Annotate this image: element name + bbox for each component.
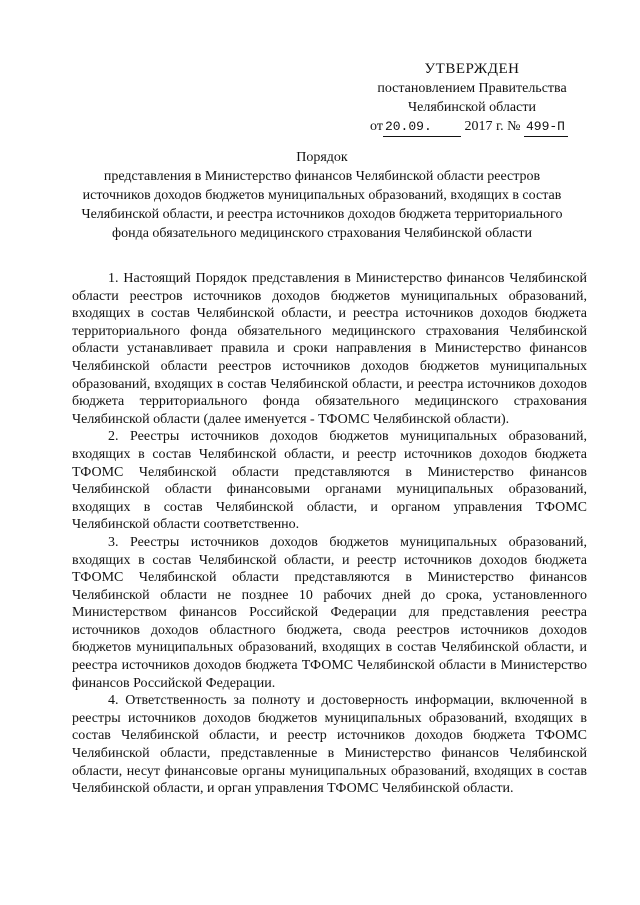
title-text: представления в Министерство финансов Челябинской области реестров источников доходов бюджетов муниципальных образований, входящих в состав Челябинской области, и реестра источников доходов бюджета территориального фонда обязательного медицинского страхования Челябинской области (81, 169, 563, 241)
paragraph-3: 3. Реестры источников доходов бюджетов муниципальных образований, входящих в состав Челябинской области, и реестр источников доходов бюджета ТФОМС Челябинской области представляются в Министерство финансов Челябинской области не позднее 10 рабочих дней до срока, установленного Министерством финансов Российской Федерации для представления реестра источников доходов областного бюджета, свода реестров источников доходов бюджетов муниципальных образований, входящих в состав Челябинской области, и реестра источников доходов бюджета ТФОМС Челябинской области в Министерство финансов Российской Федерации. (72, 534, 587, 691)
approval-number: 499-П (524, 117, 568, 137)
document-body (72, 270, 587, 798)
from-label: от (370, 119, 383, 134)
approval-dateline (352, 117, 592, 137)
approval-line-1: постановлением Правительства (377, 81, 567, 96)
paragraph-1: 1. Настоящий Порядок представления в Министерство финансов Челябинской области реестров источников доходов бюджетов муниципальных образований, входящих в состав Челябинской области, и реестра источников доходов бюджета территориального фонда обязательного медицинского страхования Челябинской области устанавливает правила и сроки направления в Министерство финансов Челябинской области реестров источников доходов бюджетов муниципальных образований, входящих в состав Челябинской области, и реестра источников доходов бюджета территориального фонда обязательного медицинского страхования Челябинской области (далее именуется - ТФОМС Челябинской области). (72, 271, 587, 427)
approved-heading: УТВЕРЖДЕН (424, 61, 520, 77)
document-title (72, 148, 572, 243)
paragraph-2: 2. Реестры источников доходов бюджетов муниципальных образований, входящих в состав Челябинской области, и реестр источников доходов бюджета ТФОМС Челябинской области представляются в Министерство финансов Челябинской области финансовыми органами муниципальных образований, входящих в состав Челябинской области, и органом управления ТФОМС Челябинской области соответственно. (72, 429, 587, 533)
title-heading: Порядок (296, 150, 348, 165)
approval-line-2: Челябинской области (408, 100, 536, 115)
year-number-label: 2017 г. № (464, 119, 521, 134)
approval-date: 20.09. (383, 117, 461, 137)
paragraph-4: 4. Ответственность за полноту и достоверность информации, включенной в реестры источников доходов бюджетов муниципальных образований, входящих в состав Челябинской области, и реестр источников доходов бюджета ТФОМС Челябинской области, представленные в Министерство финансов Челябинской области, несут финансовые органы муниципальных образований, входящих в состав Челябинской области, и орган управления ТФОМС Челябинской области. (72, 693, 587, 797)
approval-stamp (352, 60, 592, 137)
